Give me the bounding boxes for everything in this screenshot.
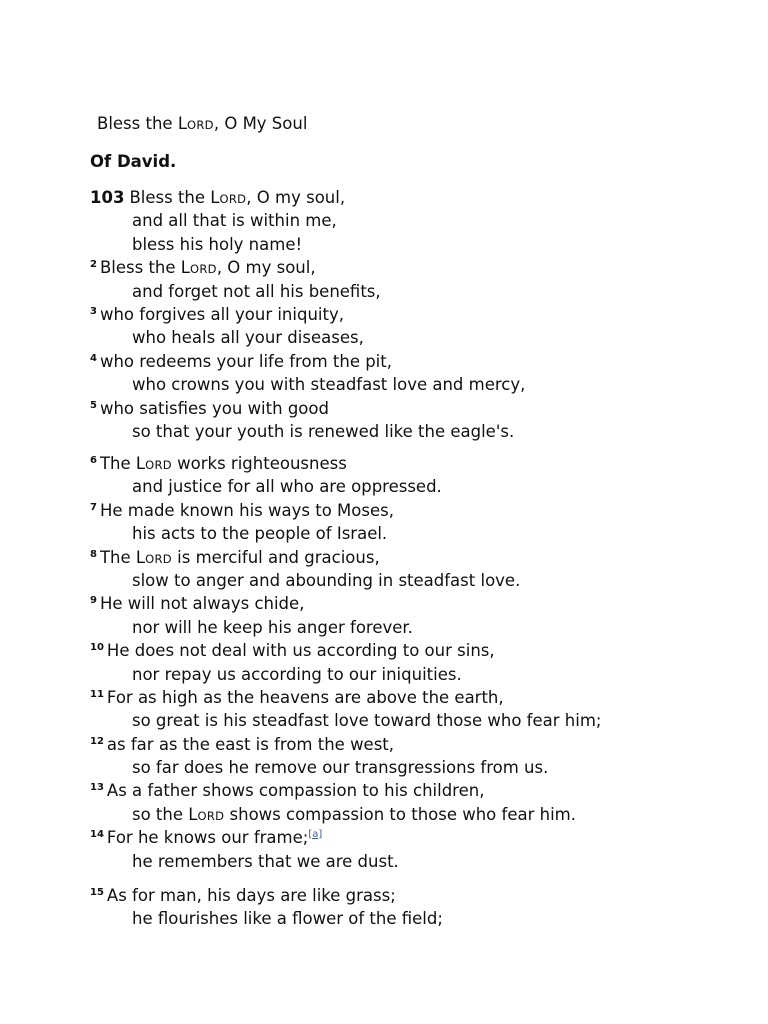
lord-small-caps-rest: ORD bbox=[197, 808, 225, 823]
verse-line bbox=[90, 209, 525, 232]
verse-line bbox=[90, 639, 601, 662]
verse-text: As for man, his days are like grass; bbox=[106, 886, 396, 905]
verse-text: , O my soul, bbox=[246, 188, 346, 207]
verse-line bbox=[90, 420, 525, 443]
verse-line bbox=[90, 779, 601, 802]
stanza-2 bbox=[90, 452, 601, 873]
lord-small-caps-rest: ORD bbox=[190, 262, 217, 277]
verse-text: who crowns you with steadfast love and mercy, bbox=[132, 375, 526, 395]
verse-line bbox=[90, 303, 525, 326]
stanza-3 bbox=[90, 884, 443, 931]
verse-line bbox=[90, 686, 601, 709]
verse-line bbox=[90, 850, 601, 873]
verse-text: so the bbox=[132, 804, 189, 824]
verse-line bbox=[90, 256, 525, 279]
verse-text: is merciful and gracious, bbox=[171, 547, 380, 567]
verse-text: and forget not all his benefits, bbox=[132, 281, 381, 301]
verse-number: 12 bbox=[90, 735, 104, 747]
verse-number: 4 bbox=[90, 352, 97, 364]
verse-text: who satisfies you with good bbox=[99, 398, 329, 418]
verse-text: who heals all your diseases, bbox=[132, 328, 364, 348]
verse-text: nor repay us according to our iniquities. bbox=[132, 664, 462, 684]
verse-line bbox=[90, 616, 601, 639]
verse-text: Bless the bbox=[129, 188, 211, 207]
psalm-heading: Of David. bbox=[90, 152, 177, 171]
verse-line bbox=[90, 233, 525, 256]
verse-text: he flourishes like a flower of the field; bbox=[132, 909, 443, 929]
verse-line bbox=[90, 499, 601, 522]
lord-small-caps-rest: ORD bbox=[145, 458, 172, 472]
verse-text: and justice for all who are oppressed. bbox=[132, 477, 442, 497]
verse-text: Bless the bbox=[99, 258, 181, 278]
lord-small-caps-initial: L bbox=[210, 188, 220, 207]
verse-text: so great is his steadfast love toward those who fear him; bbox=[132, 711, 602, 731]
verse-text: , O my soul, bbox=[216, 258, 316, 278]
verse-text: bless his holy name! bbox=[132, 234, 303, 254]
chapter-number: 103 bbox=[90, 188, 125, 207]
verse-text: nor will he keep his anger forever. bbox=[132, 617, 413, 637]
verse-line bbox=[90, 546, 601, 569]
verse-text: so far does he remove our transgressions from us. bbox=[132, 758, 549, 778]
verse-text: The bbox=[99, 454, 136, 473]
lord-small-caps-rest: ORD bbox=[219, 192, 247, 206]
verse-text: He made known his ways to Moses, bbox=[99, 500, 394, 520]
verse-text: For he knows our frame; bbox=[106, 828, 309, 848]
verse-number: 14 bbox=[90, 829, 104, 841]
verse-line bbox=[90, 373, 525, 396]
page-title bbox=[97, 114, 307, 135]
verse-text: shows compassion to those who fear him. bbox=[224, 804, 576, 824]
title-lord-cap: L bbox=[177, 114, 188, 133]
verse-line bbox=[90, 569, 601, 592]
lord-small-caps-initial: L bbox=[135, 454, 146, 473]
lord-small-caps-initial: L bbox=[188, 804, 198, 824]
verse-text: He does not deal with us according to our sins, bbox=[106, 641, 495, 661]
verse-line bbox=[90, 803, 601, 826]
verse-number: 13 bbox=[90, 782, 104, 794]
verse-line bbox=[90, 326, 525, 349]
verse-text: and all that is within me, bbox=[132, 211, 337, 231]
verse-line bbox=[90, 397, 525, 420]
lord-small-caps-rest: ORD bbox=[145, 551, 172, 566]
verse-text: For as high as the heavens are above the earth, bbox=[106, 687, 504, 707]
verse-line bbox=[90, 452, 601, 475]
verse-number: 5 bbox=[90, 399, 97, 411]
lord-small-caps-initial: L bbox=[180, 258, 190, 278]
verse-line bbox=[90, 663, 601, 686]
verse-line bbox=[90, 907, 443, 930]
verse-number: 10 bbox=[90, 642, 104, 654]
verse-text: his acts to the people of Israel. bbox=[132, 524, 388, 544]
verse-text: he remembers that we are dust. bbox=[132, 851, 399, 871]
verse-text: As a father shows compassion to his children, bbox=[106, 781, 485, 801]
verse-number: 2 bbox=[90, 259, 97, 271]
verse-line bbox=[90, 756, 601, 779]
verse-line bbox=[90, 592, 601, 615]
verse-line bbox=[90, 280, 525, 303]
verse-text: He will not always chide, bbox=[99, 594, 305, 614]
stanza-1 bbox=[90, 186, 525, 443]
verse-text: works righteousness bbox=[171, 454, 347, 473]
footnote-link[interactable]: a bbox=[312, 829, 319, 841]
verse-text: who redeems your life from the pit, bbox=[99, 351, 392, 371]
footnote-ref: [a] bbox=[308, 829, 323, 841]
lord-small-caps-initial: L bbox=[135, 547, 146, 567]
verse-number: 15 bbox=[90, 887, 104, 898]
title-post: , O My Soul bbox=[213, 114, 308, 133]
verse-line bbox=[90, 522, 601, 545]
verse-number: 6 bbox=[90, 455, 97, 466]
verse-number: 3 bbox=[90, 305, 97, 317]
verse-line bbox=[90, 350, 525, 373]
verse-line bbox=[90, 826, 601, 849]
verse-line bbox=[90, 709, 601, 732]
verse-line bbox=[90, 884, 443, 907]
verse-number: 8 bbox=[90, 548, 97, 560]
verse-text: The bbox=[99, 547, 136, 567]
verse-text: slow to anger and abounding in steadfast love. bbox=[132, 570, 521, 590]
verse-text: so that your youth is renewed like the eagle's. bbox=[132, 421, 515, 441]
verse-text: who forgives all your iniquity, bbox=[99, 304, 344, 324]
verse-line bbox=[90, 475, 601, 498]
verse-number: 11 bbox=[90, 688, 104, 700]
verse-number: 9 bbox=[90, 595, 97, 607]
title-pre: Bless the bbox=[97, 114, 178, 133]
verse-line bbox=[90, 733, 601, 756]
verse-number: 7 bbox=[90, 501, 97, 513]
verse-text: as far as the east is from the west, bbox=[106, 734, 395, 754]
verse-line bbox=[90, 186, 525, 209]
title-lord-rest: ORD bbox=[187, 118, 214, 132]
